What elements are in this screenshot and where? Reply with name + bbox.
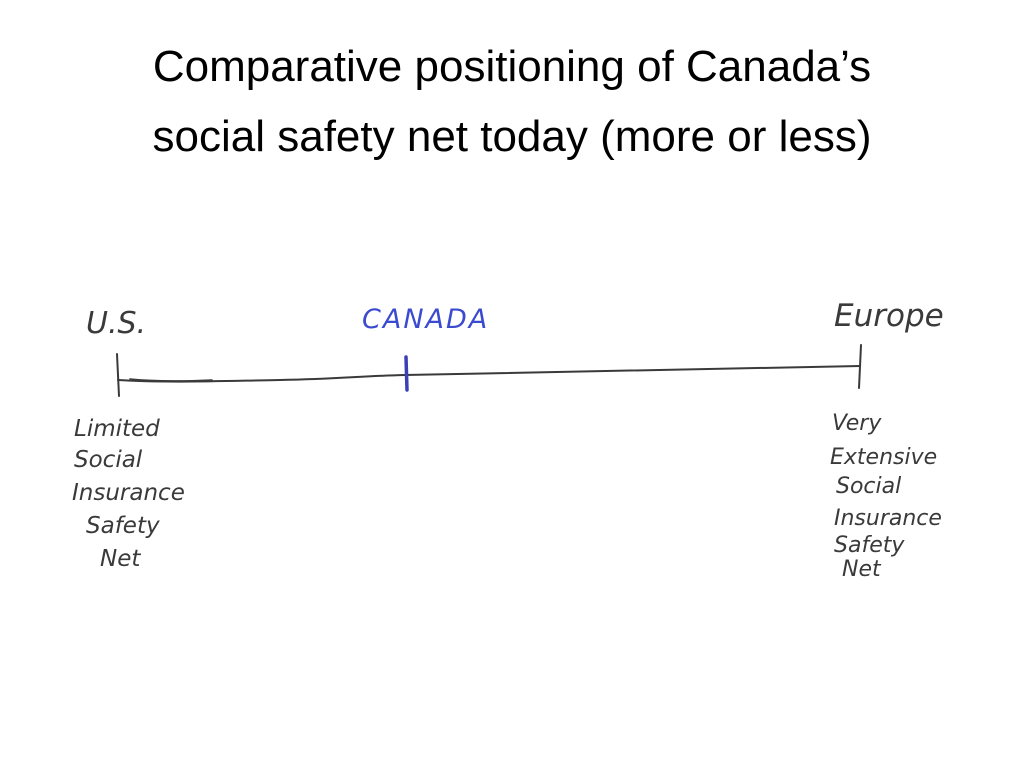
left-description-line: Limited [74, 416, 160, 442]
right-description-line: Extensive [830, 445, 938, 470]
left-description-line: Insurance [72, 480, 185, 506]
left-description-line: Net [100, 546, 141, 572]
right-description-line: Social [836, 474, 902, 499]
canada-marker-label: CANADA [362, 304, 490, 335]
right-description-line: Very [832, 411, 882, 436]
left-description-line: Safety [86, 513, 160, 539]
right-end-description [830, 411, 942, 582]
spectrum-line-overstroke [130, 379, 212, 381]
left-end-tick [117, 354, 119, 396]
left-end-description [72, 416, 185, 572]
left-description-line: Social [74, 447, 143, 473]
right-description-line: Net [842, 557, 881, 582]
canada-marker-tick [406, 357, 407, 390]
right-end-tick [859, 345, 861, 388]
right-end-label: Europe [834, 298, 944, 334]
right-description-line: Insurance [834, 506, 942, 531]
right-description-line: Safety [834, 533, 905, 558]
spectrum-line [118, 366, 860, 382]
slide-title-line-2: social safety net today (more or less) [152, 112, 872, 161]
slide-title-line-1: Comparative positioning of Canada’s [152, 42, 872, 91]
left-end-label: U.S. [86, 306, 147, 341]
